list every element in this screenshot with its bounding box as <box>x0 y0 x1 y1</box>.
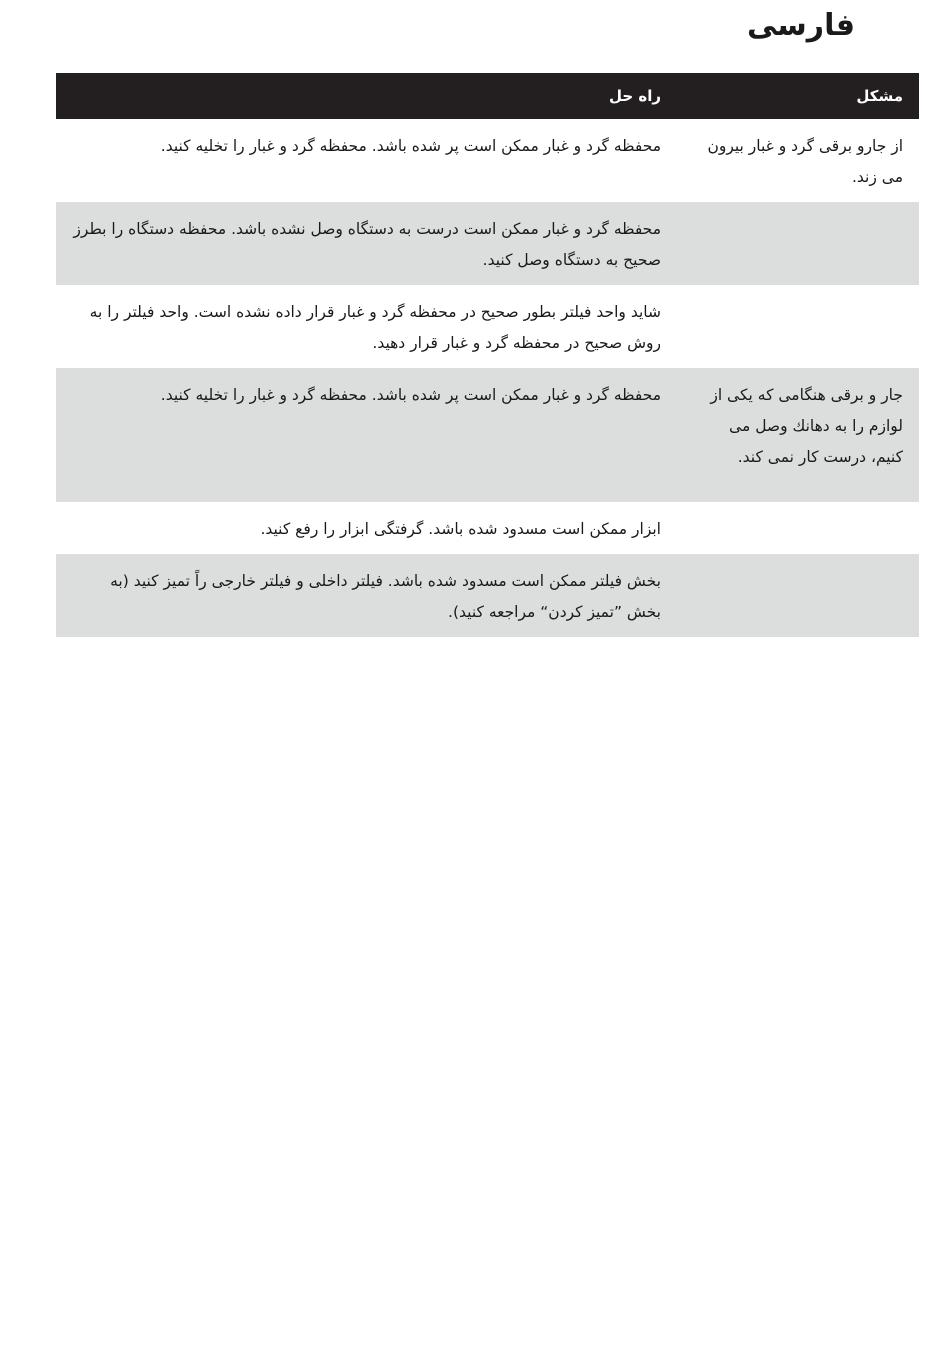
troubleshooting-table <box>56 73 919 637</box>
table-row <box>56 502 919 554</box>
solution-cell: محفظه گرد و غبار ممکن است پر شده باشد. محفظه گرد و غبار را تخلیه کنید. <box>56 119 677 202</box>
solution-cell: ابزار ممکن است مسدود شده باشد. گرفتگی ابزار را رفع کنید. <box>56 502 677 554</box>
problem-cell <box>677 554 919 637</box>
header-problem: مشکل <box>677 73 919 119</box>
table-row <box>56 202 919 285</box>
table-header <box>56 73 919 119</box>
solution-cell: محفظه گرد و غبار ممکن است درست به دستگاه وصل نشده باشد. محفظه دستگاه را بطرز صحیح به دستگاه وصل کنید. <box>56 202 677 285</box>
table-row <box>56 285 919 368</box>
table-row <box>56 368 919 502</box>
solution-cell: بخش فیلتر ممکن است مسدود شده باشد. فیلتر داخلی و فیلتر خارجی راً تمیز کنید (به بخش ”تمیز کردن“ مراجعه کنید). <box>56 554 677 637</box>
table-row <box>56 119 919 202</box>
page-title: فارسی <box>746 8 855 43</box>
table-row <box>56 554 919 637</box>
problem-cell <box>677 502 919 554</box>
problem-cell <box>677 202 919 285</box>
header-solution: راه حل <box>56 73 677 119</box>
solution-cell: محفظه گرد و غبار ممکن است پر شده باشد. محفظه گرد و غبار را تخلیه کنید. <box>56 368 677 502</box>
solution-cell: شاید واحد فیلتر بطور صحیح در محفظه گرد و غبار قرار داده نشده است. واحد فیلتر را به روش صحیح در محفظه گرد و غبار قرار دهید. <box>56 285 677 368</box>
table-body <box>56 119 919 637</box>
problem-cell <box>677 285 919 368</box>
problem-cell: از جارو برقی گرد و غبار بیرون می زند. <box>677 119 919 202</box>
problem-cell: جار و برقی هنگامی که یکی از لوازم را به دهانك وصل می کنیم، درست کار نمی کند. <box>677 368 919 502</box>
